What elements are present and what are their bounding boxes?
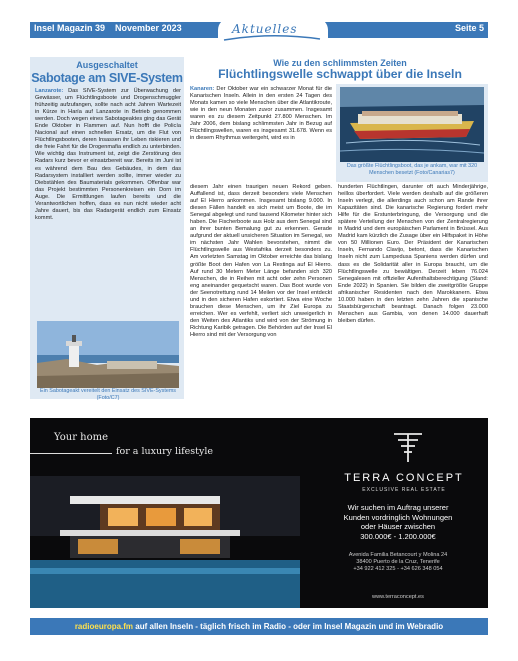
main-kicker: Wie zu den schlimmsten Zeiten	[273, 58, 407, 68]
main-col-b: hunderten Flüchtlingen, darunter oft auch Minderjährige, heillos überfordert. Viele werden deshalb auf die größeren Inseln verlegt, die allerdings auch schon am Rande ihrer Kapazitäten sind. Die kanarische Regierung fordert mehr Hilfe für die Erstunterbringung, die Versorgung und die spätere Verteilung der Menschen von der Zentralregierung in Madrid und dem europäischen Parlament in Brüssel. Aus Madrid kam kürzlich die Zusage über ein Hilfspaket in Höhe von 50 Millionen Euro. Der Präsident der Kanarischen Inseln, Fernando Clavijo, betont, dass die Kanarischen Inseln nicht zum Lampedusa Spaniens werden dürfen und dass es die Solidarität aller in Europa braucht, um die Flüchtlingswelle zu bewältigen. Derzeit leben 76.024 Senegalesen mit offizieller Aufenthaltsberechtigung (Stand: Ende 2022) in Spanien. Sie bilden die zweitgrößte Gruppe afrikanischer Residenten nach den Marokkanern. Etwa 10.000 haben in den letzten zehn Jahren die spanische Staatsbürgerschaft beantragt. Danach folgen 23.000 Menschen aus Gambia, von denen 14.000 dauerhaft bleiben dürfen.	[338, 184, 488, 324]
main-lead: Kanaren:	[190, 86, 215, 92]
swoosh-decoration	[222, 34, 322, 42]
boat-caption: Das größte Flüchtlingsboot, das je ankam, war mit 320 Menschen besetzt (Foto/Canarias7)	[346, 163, 478, 176]
sidebar-text: Das SIVE-System zur Überwachung der Gewässer, um Flüchtlingsboote und Drogenschmuggler frühzeitig aufzufangen, sollte nach acht Jahren Wartezeit in Kürze in Haría auf Lanzarote in Betrieb genommen werden. Doch wegen eines Sabotageaktes ging das Gerät Ende Oktober in Flammen auf. Nun hofft die Policía Nacional auf einen schnellen Ersatz, um die Flut von Flüchtlingsbooten, deren Insassen ihr Leben riskieren und die freie Fahrt für die Drogenmafia endlich zu unterbinden. Wie wichtig das Instrument ist, zeigt die Zerstörung des Radars kurz bevor er einsatzbereit war. Bereits im Juni ist es während dem Bau des Gebäudes, in dem das Radarsystem installiert werden sollte, immer wieder zu Diebstählen des Baumaterials gekommen. Offenbar war das Projekt bestimmten Personenkreisen ein Dorn im Auge. Die Ermittlungen laufen bereits und die Verantwortlichen hoffen, dass es nun nicht wieder acht Jahre dauert, bis das Radargerät endlich zum Einsatz kommt.	[35, 88, 181, 221]
sidebar-title: Sabotage am SIVE-System	[31, 71, 183, 85]
radar-site-photo	[37, 321, 179, 388]
footer-banner	[30, 618, 488, 635]
ad-brand: TERRA CONCEPT	[344, 472, 464, 484]
ad-rule	[30, 453, 112, 454]
boat-photo-box	[336, 84, 488, 182]
magazine-issue: Insel Magazin 39 November 2023	[34, 23, 182, 33]
sidebar-kicker: Ausgeschaltet	[76, 60, 138, 70]
ad-website[interactable]: www.terraconcept.es	[372, 594, 424, 600]
main-text-a-top: Der Oktober war ein schwarzer Monat für die Kanarischen Inseln. Allein in den ersten 24 Tagen des Monats kamen so viele Menschen über die Atlantikroute, wie in den neun Monaten zuvor zusammen. Insgesamt waren es zu diesem Zeitpunkt 27.800 Menschen. Im Jahr 2006, dem bislang schlimmsten Jahr in Bezug auf Flüchtlingswellen, waren es insgesamt 31.678. Wenn es in diesem Rhythmus weitergeht, wird es in	[190, 86, 332, 142]
refugee-boat-photo	[340, 87, 484, 162]
sidebar-article	[30, 57, 184, 399]
sidebar-lead: Lanzarote:	[35, 88, 64, 94]
main-col-a-bottom: diesem Jahr einen traurigen neuen Rekord geben. Auffallend ist, dass derzeit besonders viele Menschen auf El Hierro ankommen. Insgesamt bislang 9.000. In diesen Fällen handelt es sich meist um Boote, die im Senegal abgelegt und rund tausend Kilometer hinter sich haben. Die Fischerboote aus Holz aus dem Senegal sind an ihrer bunten Bemalung gut zu erkennen. Gerade aufgrund der aktuell unsicheren Situation im Senegal, wo im nächsten Jahr Wahlen bevorstehen, nimmt die Flüchtlingswelle aus Westafrika derzeit besonders zu. Am vorletzten Samstag im Oktober erreichte das bislang größte Boot den Hafen von La Restinga auf El Hierro. Auf rund 30 Metern Meter Länge befanden sich 320 Menschen, die in Reihen mit acht oder zehn Personen eng aneinander gequetscht waren. Das Boot wurde von der Seenotrettung rund 14 Meilen vor der Insel entdeckt und in den sicheren Hafen eskortiert. Etwa eine Woche brauchen diese Menschen, um ihr Ziel Europa zu erreichen. Wer es verfehlt, verliert sich unweigerlich in den Weiten des Atlantiks und wird von der Strömung in Richtung Karibik getragen. Die Behörden auf der Insel El Hierro sind mit der Versorgung von	[190, 184, 332, 338]
sidebar-caption: Ein Sabotageakt vereitelt den Einsatz des SIVE-Systems (Foto/C7)	[39, 388, 177, 401]
terraconcept-logo	[390, 428, 426, 468]
ad-tagline: EXCLUSIVE REAL ESTATE	[362, 487, 446, 493]
footer-slogan: auf allen Inseln - täglich frisch im Radio - oder im Insel Magazin und im Webradio	[135, 622, 444, 631]
ad-address: Avenida Familia Betancourt y Molina 24 38400 Puerto de la Cruz, Tenerife +34 922 412 325 - +34 626 348 054	[348, 552, 448, 572]
ad-luxury: for a luxury lifestyle	[116, 446, 213, 457]
ad-your-home: Your home	[54, 432, 109, 443]
main-title: Flüchtlingswelle schwappt über die Inseln	[218, 67, 462, 81]
page-header	[0, 22, 518, 42]
page-number: Seite 5	[454, 23, 484, 33]
sidebar-body	[35, 88, 181, 222]
footer-text	[30, 622, 488, 631]
terraconcept-ad[interactable]	[30, 418, 488, 608]
main-col-a-top	[190, 86, 332, 142]
footer-radio-link[interactable]: radioeuropa.fm	[74, 622, 134, 631]
section-label: Aktuelles	[232, 22, 298, 36]
ad-message: Wir suchen im Auftrag unserer Kunden vordringlich Wohnungen oder Häuser zwischen 300.000€ - 1.200.000€	[343, 503, 453, 541]
